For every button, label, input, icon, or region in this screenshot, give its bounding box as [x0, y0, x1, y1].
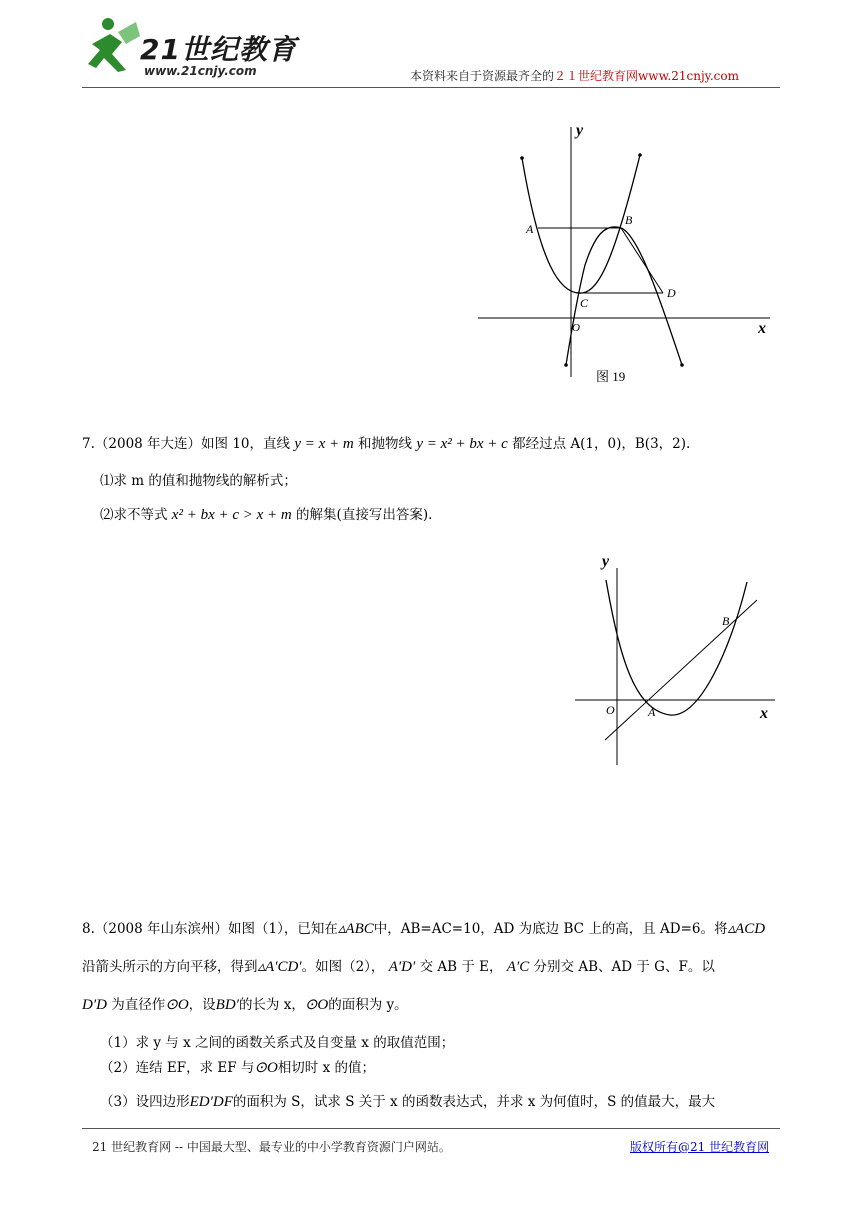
q8-line2-c: 交 AB 于 E，: [419, 959, 503, 975]
q8-line3-b: ，设: [188, 997, 216, 1013]
q8-circle-o: ⊙O: [165, 997, 189, 1013]
fig19-label-c: C: [580, 296, 589, 310]
q7-inequality: x² + bx + c > x + m: [171, 507, 292, 523]
footer-copyright-link[interactable]: 版权所有@21 世纪教育网: [630, 1140, 770, 1154]
q7-line-equation: y = x + m: [294, 436, 354, 452]
figure-19: [470, 115, 780, 390]
logo-url-text: www.21cnjy.com: [144, 64, 257, 78]
q8-segment-ad-prime: A′D′: [388, 959, 416, 975]
q8-sub2-a: （2）连结 EF，求 EF 与: [100, 1060, 255, 1076]
q8-circle-o-3: ⊙O: [254, 1060, 278, 1076]
q7-part2-b: 的解集(直接写出答案).: [296, 507, 433, 523]
fig10-label-b: B: [722, 614, 730, 628]
q8-sub1: （1）求 y 与 x 之间的函数关系式及自变量 x 的取值范围；: [100, 1035, 455, 1051]
fig19-label-a: A: [526, 222, 534, 236]
q8-circle-o-2: ⊙O: [304, 997, 329, 1013]
fig10-label-a: A: [648, 705, 656, 719]
header-note-brand: ２１世纪教育网: [554, 69, 639, 83]
q8-sub3-a: （3）设四边形: [100, 1094, 190, 1110]
q8-sub3: [100, 1092, 715, 1112]
q8-segment-bd-prime: BD′: [215, 997, 239, 1013]
figure-10: [570, 550, 780, 770]
q8-line1-a: 8.（2008 年山东滨州）如图（1），已知在: [82, 921, 338, 937]
fig19-caption: 图 19: [596, 369, 626, 384]
q8-line1-b: 中，AB=AC=10，AD 为底边 BC 上的高，且 AD=6。将: [373, 921, 728, 937]
q8-line3-d: 的面积为 y。: [328, 997, 408, 1013]
q8-line3-c: 的长为 x，: [238, 997, 305, 1013]
q8-line2-d: 分别交 AB、AD 于 G、F。以: [533, 959, 715, 975]
q8-line3-a: 为直径作: [111, 997, 166, 1013]
q8-line3: [82, 995, 408, 1015]
fig10-label-x: x: [760, 705, 768, 722]
q8-line1: [82, 919, 765, 939]
q7-intro-b: 和抛物线: [358, 436, 413, 452]
q7-parabola-equation: y = x² + bx + c: [416, 436, 508, 452]
fig19-label-y: y: [576, 122, 584, 139]
q8-quadrilateral: ED′DF: [189, 1094, 233, 1110]
q7-number: 7.: [82, 436, 95, 452]
q8-sub2-b: 相切时 x 的值；: [277, 1060, 376, 1076]
q7-stem: [82, 434, 690, 454]
fig19-label-x: x: [758, 320, 766, 337]
q8-segment-dd-prime: D′D: [82, 997, 107, 1013]
fig10-label-o: O: [606, 703, 615, 717]
q8-triangle-acd: ▵ACD: [727, 921, 766, 937]
q7-part1: ⑴求 m 的值和抛物线的解析式；: [100, 473, 297, 489]
q8-line2: [82, 957, 715, 977]
footer-text: 21 世纪教育网 -- 中国最大型、最专业的中小学教育资源门户网站。: [92, 1140, 451, 1154]
header-note-url[interactable]: www.21cnjy.com: [638, 69, 739, 83]
q7-part2: [100, 505, 432, 525]
q8-segment-ac-prime: A′C: [506, 959, 530, 975]
fig19-label-b: B: [625, 213, 633, 227]
q7-intro-a: 如图 10，直线: [201, 436, 291, 452]
q8-line2-b: 。如图（2），: [301, 959, 385, 975]
logo-brand-text: 21世纪教育: [140, 33, 297, 66]
footer-divider: [82, 1128, 780, 1129]
q7-source: （2008 年大连）: [94, 436, 202, 452]
q8-sub2: [100, 1058, 375, 1078]
header-note-prefix: 本资料来自于资源最齐全的: [410, 69, 555, 83]
q7-part2-a: ⑵求不等式: [100, 507, 168, 523]
header-note: [410, 67, 739, 84]
fig19-label-d: D: [667, 286, 676, 300]
header-divider: [82, 87, 780, 88]
q8-line2-a: 沿箭头所示的方向平移，得到: [82, 959, 258, 975]
fig10-label-y: y: [602, 553, 610, 570]
q7-intro-c: 都经过点 A(1，0)，B(3，2).: [512, 436, 691, 452]
q8-triangle-abc: ▵ABC: [337, 921, 374, 937]
q8-sub3-b: 的面积为 S，试求 S 关于 x 的函数表达式，并求 x 为何值时，S 的值最大，最大: [232, 1094, 716, 1110]
q8-triangle-acd-prime: ▵A′CD′: [257, 959, 302, 975]
fig19-label-o: O: [572, 322, 580, 334]
